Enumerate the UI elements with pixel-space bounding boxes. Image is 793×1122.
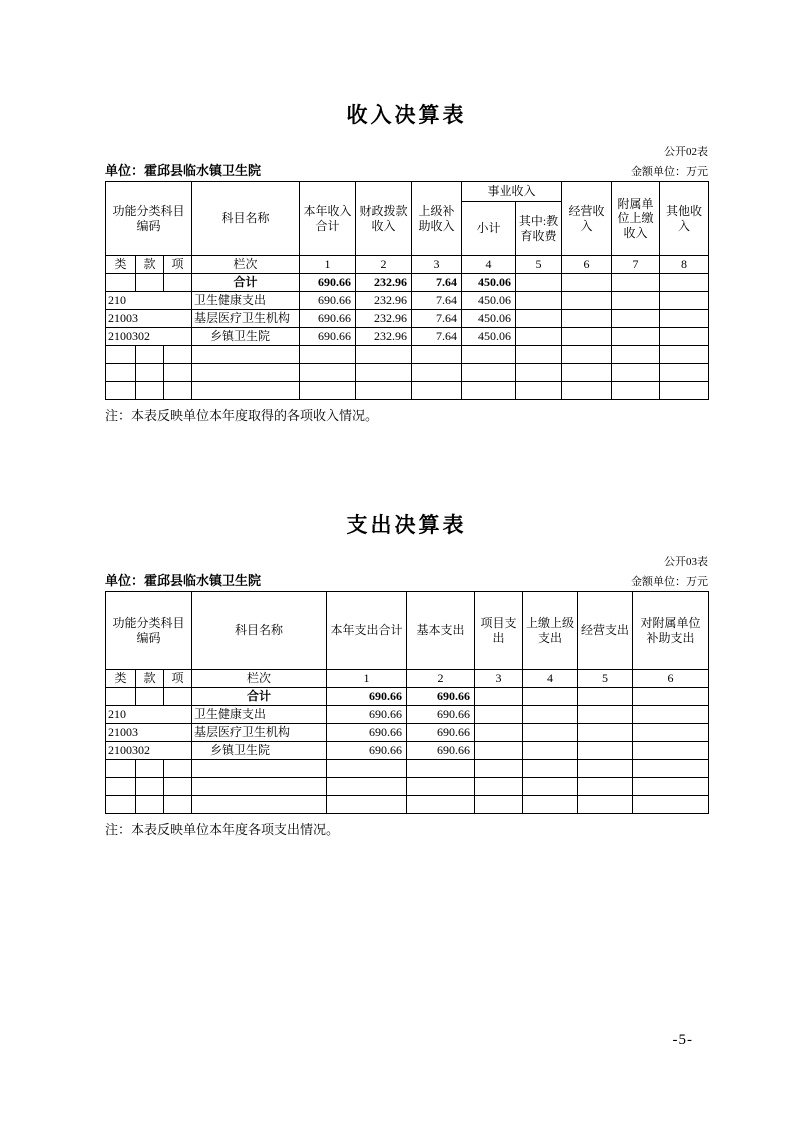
empty-cell: [633, 760, 709, 778]
empty-cell: [164, 760, 192, 778]
value-cell: 450.06: [462, 274, 516, 292]
header-superior-subsidy: 上级补助收入: [412, 182, 462, 256]
header-section: 款: [136, 256, 164, 274]
value-cell: 7.64: [412, 310, 462, 328]
subject-cell: 基层医疗卫生机构: [192, 724, 327, 742]
empty-cell: [192, 796, 327, 814]
value-cell: [612, 328, 660, 346]
value-cell: [516, 292, 562, 310]
header-total-expenditure: 本年支出合计: [327, 592, 407, 670]
empty-cell: [660, 364, 709, 382]
value-cell: 7.64: [412, 328, 462, 346]
header-col-number: 1: [300, 256, 356, 274]
value-cell: [523, 724, 578, 742]
code-cell: 2100302: [106, 742, 192, 760]
empty-cell: [578, 796, 633, 814]
header-col-number: 3: [475, 670, 523, 688]
empty-cell: [164, 688, 192, 706]
empty-cell: [578, 778, 633, 796]
header-class: 类: [106, 670, 136, 688]
empty-cell: [562, 346, 612, 364]
empty-cell: [462, 346, 516, 364]
empty-cell: [475, 796, 523, 814]
value-cell: 450.06: [462, 310, 516, 328]
value-cell: 232.96: [356, 292, 412, 310]
page-number: -5-: [672, 1032, 693, 1048]
header-business-income: 事业收入: [462, 182, 562, 202]
value-cell: [523, 688, 578, 706]
income-amount-unit: 金额单位：万元: [631, 166, 708, 179]
header-col-number: 8: [660, 256, 709, 274]
empty-cell: [523, 778, 578, 796]
empty-cell: [462, 364, 516, 382]
income-meta-row: [105, 160, 708, 179]
expenditure-unit-name: 单位：霍邱县临水镇卫生院: [105, 573, 262, 589]
value-cell: [612, 292, 660, 310]
value-cell: [475, 742, 523, 760]
subject-cell: 基层医疗卫生机构: [192, 310, 300, 328]
empty-cell: [106, 688, 136, 706]
empty-cell: [523, 760, 578, 778]
value-cell: [660, 274, 709, 292]
empty-row: [106, 796, 709, 814]
empty-cell: [562, 364, 612, 382]
empty-cell: [475, 760, 523, 778]
empty-cell: [356, 382, 412, 400]
empty-cell: [164, 778, 192, 796]
value-cell: 690.66: [327, 706, 407, 724]
empty-cell: [300, 346, 356, 364]
empty-cell: [106, 796, 136, 814]
empty-cell: [106, 364, 136, 382]
empty-cell: [516, 346, 562, 364]
header-col-number: 4: [523, 670, 578, 688]
table-row: [106, 742, 709, 760]
table-row: [106, 310, 709, 328]
value-cell: 690.66: [327, 724, 407, 742]
header-code-group: 功能分类科目编码: [106, 592, 192, 670]
empty-cell: [136, 364, 164, 382]
header-item: 项: [164, 256, 192, 274]
value-cell: [516, 310, 562, 328]
subject-cell: 卫生健康支出: [192, 292, 300, 310]
expenditure-form-label: 公开03表: [664, 556, 708, 569]
empty-cell: [192, 778, 327, 796]
empty-cell: [164, 796, 192, 814]
value-cell: [562, 310, 612, 328]
value-cell: 7.64: [412, 292, 462, 310]
empty-cell: [192, 760, 327, 778]
empty-cell: [612, 364, 660, 382]
value-cell: [633, 688, 709, 706]
header-basic-expenditure: 基本支出: [407, 592, 475, 670]
value-cell: [660, 328, 709, 346]
header-column-label: 栏次: [192, 256, 300, 274]
header-code-group: 功能分类科目编码: [106, 182, 192, 256]
empty-cell: [516, 364, 562, 382]
value-cell: [475, 706, 523, 724]
header-project-expenditure: 项目支出: [475, 592, 523, 670]
code-cell: 210: [106, 292, 192, 310]
header-col-number: 3: [412, 256, 462, 274]
income-note: 注：本表反映单位本年度取得的各项收入情况。: [105, 408, 379, 424]
code-cell: 21003: [106, 724, 192, 742]
empty-cell: [327, 778, 407, 796]
income-table: [105, 181, 709, 400]
expenditure-table: [105, 591, 709, 814]
value-cell: [475, 724, 523, 742]
empty-cell: [136, 688, 164, 706]
header-operating-expenditure: 经营支出: [578, 592, 633, 670]
empty-cell: [412, 364, 462, 382]
empty-cell: [192, 346, 300, 364]
value-cell: [612, 310, 660, 328]
empty-cell: [106, 346, 136, 364]
empty-cell: [164, 274, 192, 292]
empty-cell: [660, 382, 709, 400]
subject-cell: 乡镇卫生院: [192, 328, 300, 346]
value-cell: 232.96: [356, 310, 412, 328]
empty-cell: [192, 364, 300, 382]
empty-cell: [462, 382, 516, 400]
header-fiscal-income: 财政拨款收入: [356, 182, 412, 256]
empty-cell: [136, 760, 164, 778]
expenditure-amount-unit: 金额单位：万元: [631, 576, 708, 589]
empty-cell: [475, 778, 523, 796]
empty-cell: [407, 760, 475, 778]
empty-cell: [562, 382, 612, 400]
value-cell: 450.06: [462, 292, 516, 310]
income-column-index-row: [106, 256, 709, 274]
value-cell: [660, 292, 709, 310]
table-row: [106, 706, 709, 724]
value-cell: 690.66: [327, 688, 407, 706]
income-unit-name: 单位：霍邱县临水镇卫生院: [105, 163, 262, 179]
empty-cell: [327, 760, 407, 778]
total-label-cell: 合计: [192, 274, 300, 292]
value-cell: [633, 706, 709, 724]
expenditure-statement-section: [105, 495, 708, 838]
value-cell: 690.66: [300, 274, 356, 292]
empty-cell: [106, 778, 136, 796]
value-cell: [633, 724, 709, 742]
empty-cell: [164, 382, 192, 400]
header-col-number: 2: [407, 670, 475, 688]
header-other-income: 其他收入: [660, 182, 709, 256]
empty-cell: [407, 778, 475, 796]
value-cell: 450.06: [462, 328, 516, 346]
empty-cell: [612, 346, 660, 364]
header-col-number: 6: [562, 256, 612, 274]
empty-cell: [300, 382, 356, 400]
header-col-number: 5: [578, 670, 633, 688]
empty-cell: [612, 382, 660, 400]
code-cell: 2100302: [106, 328, 192, 346]
header-remit-superior: 上缴上级支出: [523, 592, 578, 670]
income-statement-section: [105, 85, 708, 424]
expenditure-meta-row: [105, 570, 708, 589]
value-cell: [660, 310, 709, 328]
empty-row: [106, 760, 709, 778]
value-cell: [562, 292, 612, 310]
header-affiliated-income: 附属单位上缴收入: [612, 182, 660, 256]
empty-cell: [106, 274, 136, 292]
header-col-number: 1: [327, 670, 407, 688]
empty-cell: [356, 364, 412, 382]
empty-cell: [136, 346, 164, 364]
value-cell: 7.64: [412, 274, 462, 292]
subject-cell: 卫生健康支出: [192, 706, 327, 724]
header-operating-income: 经营收入: [562, 182, 612, 256]
income-header-row-1: [106, 182, 709, 202]
empty-row: [106, 346, 709, 364]
header-section: 款: [136, 670, 164, 688]
header-business-subtotal: 小计: [462, 202, 516, 256]
empty-row: [106, 382, 709, 400]
table-row: [106, 724, 709, 742]
total-row: [106, 688, 709, 706]
value-cell: [578, 688, 633, 706]
value-cell: 690.66: [300, 328, 356, 346]
header-total-income: 本年收入合计: [300, 182, 356, 256]
empty-cell: [136, 778, 164, 796]
expenditure-column-index-row: [106, 670, 709, 688]
expenditure-header-row: [106, 592, 709, 670]
value-cell: [516, 328, 562, 346]
value-cell: 690.66: [300, 310, 356, 328]
value-cell: [562, 328, 612, 346]
value-cell: [612, 274, 660, 292]
empty-cell: [412, 346, 462, 364]
empty-cell: [412, 382, 462, 400]
code-cell: 21003: [106, 310, 192, 328]
empty-cell: [164, 364, 192, 382]
empty-row: [106, 778, 709, 796]
header-affiliated-subsidy: 对附属单位补助支出: [633, 592, 709, 670]
expenditure-table-title: 支出决算表: [346, 513, 467, 538]
value-cell: 690.66: [407, 724, 475, 742]
value-cell: 690.66: [407, 688, 475, 706]
header-subject: 科目名称: [192, 182, 300, 256]
empty-cell: [300, 364, 356, 382]
table-row: [106, 292, 709, 310]
empty-cell: [356, 346, 412, 364]
value-cell: 690.66: [300, 292, 356, 310]
header-col-number: 5: [516, 256, 562, 274]
value-cell: 232.96: [356, 328, 412, 346]
income-table-title: 收入决算表: [346, 103, 467, 128]
header-column-label: 栏次: [192, 670, 327, 688]
code-cell: 210: [106, 706, 192, 724]
value-cell: 690.66: [327, 742, 407, 760]
empty-row: [106, 364, 709, 382]
empty-cell: [633, 796, 709, 814]
value-cell: [578, 742, 633, 760]
empty-cell: [327, 796, 407, 814]
header-class: 类: [106, 256, 136, 274]
value-cell: 232.96: [356, 274, 412, 292]
value-cell: [578, 724, 633, 742]
value-cell: [578, 706, 633, 724]
value-cell: [475, 688, 523, 706]
header-col-number: 7: [612, 256, 660, 274]
value-cell: 690.66: [407, 706, 475, 724]
header-col-number: 6: [633, 670, 709, 688]
empty-cell: [578, 760, 633, 778]
header-item: 项: [164, 670, 192, 688]
header-subject: 科目名称: [192, 592, 327, 670]
empty-cell: [136, 274, 164, 292]
empty-cell: [136, 796, 164, 814]
value-cell: [562, 274, 612, 292]
empty-cell: [106, 760, 136, 778]
total-row: [106, 274, 709, 292]
empty-cell: [136, 382, 164, 400]
empty-cell: [660, 346, 709, 364]
table-row: [106, 328, 709, 346]
empty-cell: [516, 382, 562, 400]
header-education-fee: 其中:教育收费: [516, 202, 562, 256]
empty-cell: [164, 346, 192, 364]
empty-cell: [192, 382, 300, 400]
value-cell: [523, 706, 578, 724]
expenditure-note: 注：本表反映单位本年度各项支出情况。: [105, 822, 340, 838]
total-label-cell: 合计: [192, 688, 327, 706]
empty-cell: [407, 796, 475, 814]
value-cell: [516, 274, 562, 292]
empty-cell: [633, 778, 709, 796]
header-col-number: 4: [462, 256, 516, 274]
value-cell: [523, 742, 578, 760]
header-col-number: 2: [356, 256, 412, 274]
income-form-label: 公开02表: [664, 146, 708, 159]
subject-cell: 乡镇卫生院: [192, 742, 327, 760]
value-cell: 690.66: [407, 742, 475, 760]
empty-cell: [523, 796, 578, 814]
value-cell: [633, 742, 709, 760]
empty-cell: [106, 382, 136, 400]
